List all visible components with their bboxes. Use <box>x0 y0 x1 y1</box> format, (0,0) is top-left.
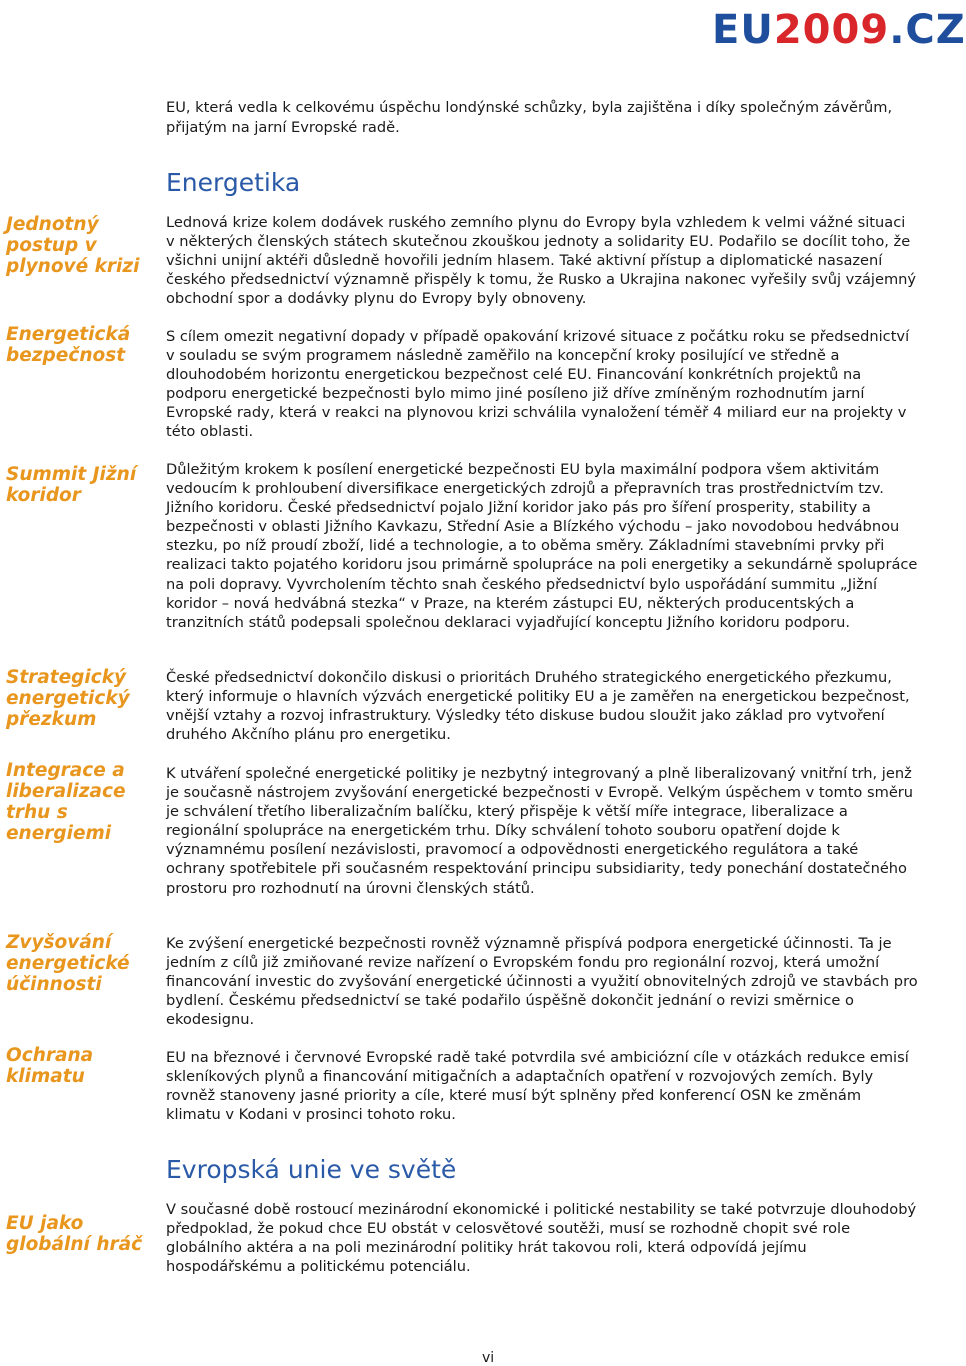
sidebar-label-summit: Summit Jižní koridor <box>6 464 137 506</box>
sidebar-label-jednotny-postup: Jednotný postup v plynové krizi <box>6 214 140 277</box>
intro-paragraph: EU, která vedla k celkovému úspěchu londýnské schůzky, byla zajištěna i díky společným závěrům, přijatým na jarní Evropské radě. <box>166 99 893 136</box>
logo-char: U <box>740 7 774 53</box>
paragraph-global-player: V současné době rostoucí mezinárodní ekonomické i politické nestability se také potvrzuje dlouhodobý předpoklad, že pokud chce EU obstát v celosvětové soutěži, musí se rozhodně chopit své role globálního aktéra a na poli mezinárodní politiky hrát takovou roli, která odpovídá jejímu hospodářskému a politickému potenciálu. <box>166 1201 917 1276</box>
logo-char: Z <box>935 7 966 53</box>
paragraph-climate: EU na březnové i červnové Evropské radě také potvrdila své ambiciózní cíle v otázkách redukce emisí skleníkových plynů a financování mitigačních a adaptačních opatření v rozvojových zemích. Byly rovněž stanoveny jasné priority a cíle, které musí být splněny před konferencí OSN ke změnám klimatu v Kodani v prosinci tohoto roku. <box>166 1049 909 1124</box>
section-heading-eu-ve-svete: Evropská unie ve světě <box>166 1155 457 1184</box>
logo-char: C <box>905 7 936 53</box>
logo-char: 0 <box>831 7 861 53</box>
sidebar-label-ucinnost: Zvyšování energetické účinnosti <box>6 932 130 995</box>
paragraph-strategic-review: České předsednictví dokončilo diskusi o prioritách Druhého strategického energetického přezkumu, který informuje o hlavních výzvách energetické politiky EU a je zaměřen na energetickou bezpečnost, vnější vztahy a rozvoj infrastruktury. Výsledky této diskuse budou sloužit jako základ pro vytvoření druhého Akčního plánu pro energetiku. <box>166 669 910 744</box>
sidebar-label-integrace: Integrace a liberalizace trhu s energiemi <box>6 760 126 844</box>
logo-char: 0 <box>802 7 832 53</box>
sidebar-label-energeticka-bezpecnost: Energetická bezpečnost <box>6 324 131 366</box>
page-number: vi <box>482 1350 495 1366</box>
logo-char: E <box>712 7 741 53</box>
sidebar-label-globalni-hrac: EU jako globální hráč <box>6 1213 143 1255</box>
logo-text <box>712 7 966 53</box>
logo-char: 2 <box>773 7 803 53</box>
paragraph-southern-corridor: Důležitým krokem k posílení energetické bezpečnosti EU byla maximální podpora všem aktivitám vedoucím k prohloubení diversifikace energetických zdrojů a přepravních tras prostřednictvím tzv. Jižního koridoru. České předsednictví pojalo Jižní koridor jako pás pro šíření prosperity, stability a bezpečnosti v oblasti Jižního Kavkazu, Střední Asie a Blízkého východu – jako novodobou hedvábnou stezku, po níž proudí zboží, lidé a technologie, a to oběma směry. Základními stavebními prvky při realizaci takto pojatého koridoru jsou primárně spolupráce na poli energetiky a sekundárně spolupráce na poli dopravy. Vyvrcholením těchto snah českého předsednictví bylo uspořádání summitu „Jižní koridor – nová hedvábná stezka“ v Praze, na kterém zástupci EU, některých producentských a tranzitních států podepsali společnou deklaraci vyjadřující konceptu Jižního koridoru podporu. <box>166 461 918 631</box>
section-heading-energetika: Energetika <box>166 168 301 197</box>
logo-char: . <box>889 7 906 53</box>
eu2009-logo <box>712 7 966 53</box>
paragraph-energy-security: S cílem omezit negativní dopady v případě opakování krizové situace z počátku roku se předsednictví v souladu se svým programem následně zaměřilo na koncepční kroky posilující ve středně a dlouhodobém horizontu energetickou bezpečnost celé EU. Financování konkrétních projektů na podporu energetické bezpečnosti bylo mimo jiné posíleno již dříve zmíněným rozhodnutím jarní Evropské rady, která v reakci na plynovou krizi schválila vynaložení téměř 4 miliard eur na projekty v této oblasti. <box>166 328 910 441</box>
paragraph-gas-crisis: Lednová krize kolem dodávek ruského zemního plynu do Evropy byla vzhledem k velmi vážné situaci v některých členských státech skutečnou zkouškou jednoty a solidarity EU. Podařilo se docílit toho, že všichni unijní aktéři důsledně hovořili jedním hlasem. Také aktivní přístup a diplomatické nasazení českého předsednictví významně přispěly k tomu, že Rusko a Ukrajina nakonec vyřešily svůj vzájemný obchodní spor a dodávky plynu do Evropy byly obnoveny. <box>166 214 917 308</box>
paragraph-energy-efficiency: Ke zvýšení energetické bezpečnosti rovněž významně přispívá podpora energetické účinnosti. Ta je jedním z cílů již zmiňované revize nařízení o Evropském fondu pro regionální rozvoj, která umožní financování investic do zvyšování energetické účinnosti a využití obnovitelných zdrojů ve stavbách pro bydlení. Českému předsednictví se také podařilo úspěšně dokončit jednání o revizi směrnice o ekodesignu. <box>166 935 918 1029</box>
sidebar-label-ochrana-klimatu: Ochrana klimatu <box>6 1045 94 1087</box>
sidebar-label-strategicky-prezkum: Strategický energetický přezkum <box>6 667 130 730</box>
paragraph-market-integration: K utváření společné energetické politiky je nezbytný integrovaný a plně liberalizovaný vnitřní trh, jenž je současně nástrojem zvyšování energetické bezpečnosti v Evropě. Velkým úspěchem v tomto směru je schválení třetího liberalizačním balíčku, který přispěje k větší míře integrace, liberalizace a regionální spolupráce na energetickém trhu. Díky schválení tohoto souboru opatření dojde k významnému posílení nezávislosti, pravomocí a odpovědnosti energetického regulátora a také ochrany spotřebitele při současném respektování principu subsidiarity, tedy ponechání dostatečného prostoru pro rozhodnutí na úrovni členských států. <box>166 765 914 897</box>
logo-char: 9 <box>860 7 890 53</box>
